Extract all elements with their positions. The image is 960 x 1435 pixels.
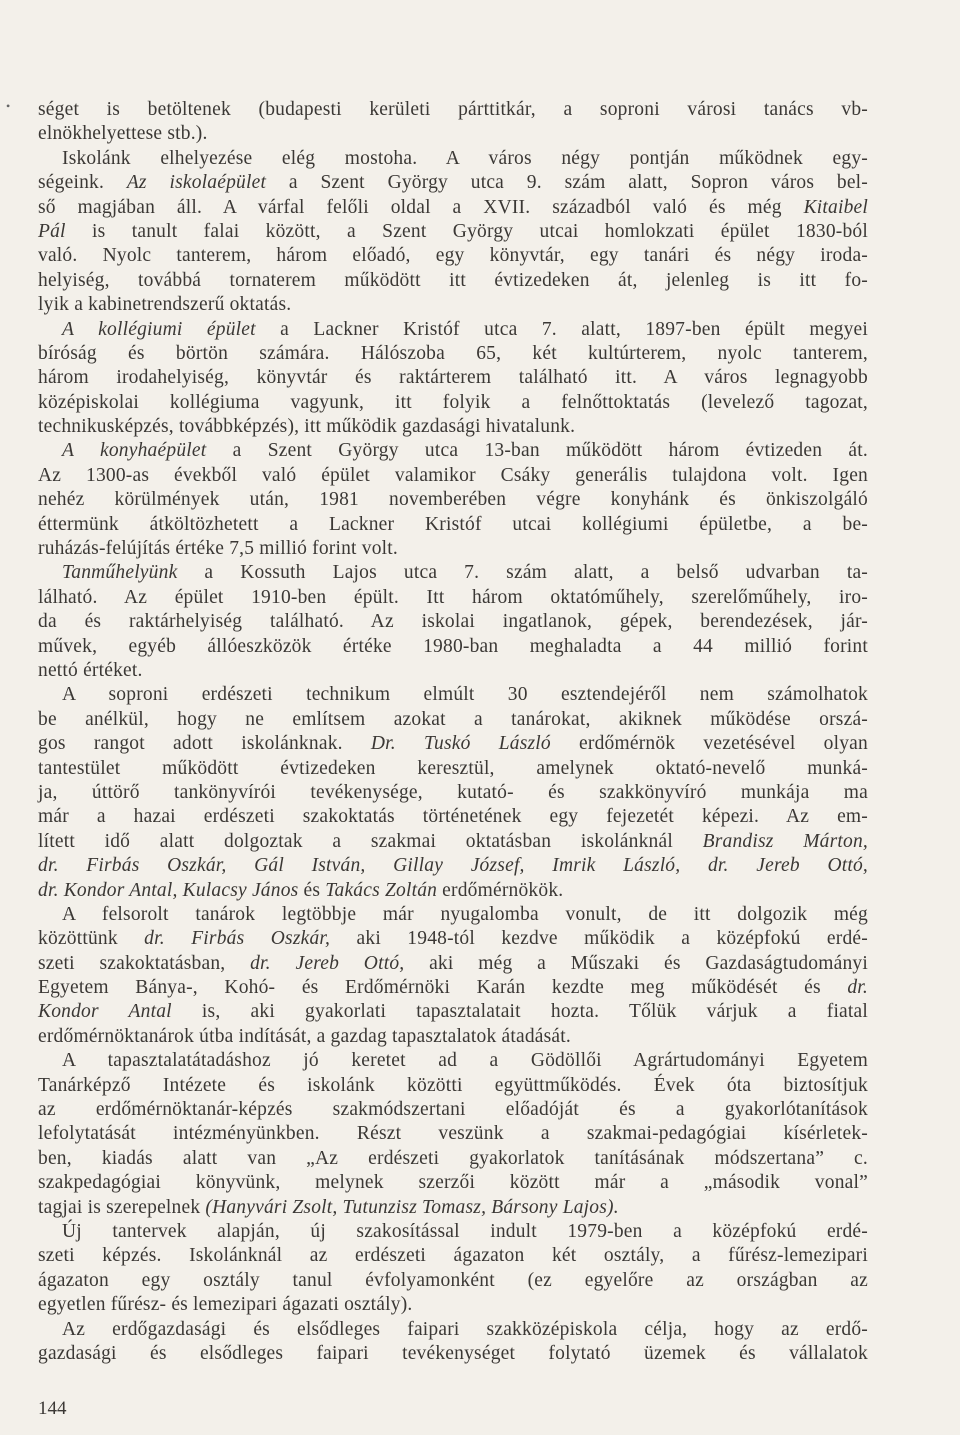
text-segment: már a hazai erdészeti szakoktatás történetének egy fejezetét képezi. Az em-: [38, 806, 868, 828]
text-line: [38, 732, 868, 756]
text-line: [38, 342, 868, 366]
text-line: [38, 586, 868, 610]
text-segment: tagjai is szerepelnek: [38, 1196, 206, 1218]
text-segment: is tanult falai között, a Szent György utcai homlokzati épület 1830-ból: [65, 220, 868, 242]
text-line: [38, 1293, 868, 1317]
text-segment: helyiség, továbbá tornaterem működött itt évtizedeken át, jelenleg is itt fo-: [38, 269, 868, 291]
text-segment: középiskolai kollégiuma vagyunk, itt folyik a felnőttoktatás (levelező tagozat,: [38, 391, 868, 413]
document-body: [38, 98, 868, 1366]
italic-text: A konyhaépület: [62, 440, 207, 462]
text-line: [38, 366, 868, 390]
text-line: [38, 513, 868, 537]
text-segment: gos rangot adott iskolánknak.: [38, 733, 371, 755]
text-line: [38, 659, 868, 683]
text-line: [38, 1196, 868, 1220]
italic-text: Pál: [38, 220, 66, 242]
text-line: [38, 439, 868, 463]
text-line: [38, 903, 868, 927]
text-segment: lálható. Az épület 1910-ben épült. Itt három oktatóműhely, szerelőműhely, iro-: [38, 586, 868, 608]
text-line: [38, 830, 868, 854]
text-line: [38, 879, 868, 903]
text-segment: nettó értéket.: [38, 659, 143, 681]
text-segment: egyetlen fűrész- és lemezipari ágazati osztály).: [38, 1294, 413, 1316]
text-segment: a Szent György utca 13-ban működött három évtizeden át.: [206, 440, 868, 462]
text-segment: gazdasági és elsődleges faipari tevékenységet folytató üzemek és vállalatok: [38, 1342, 868, 1364]
text-line: [38, 98, 868, 122]
text-segment: való. Nyolc tanterem, három előadó, egy könyvtár, egy tanári és négy iroda-: [38, 245, 868, 267]
text-line: [38, 220, 868, 244]
text-segment: lyik a kabinetrendszerű oktatás.: [38, 294, 292, 316]
text-segment: elnökhelyettese stb.).: [38, 123, 208, 145]
italic-text: (Hanyvári Zsolt, Tutunzisz Tomasz, Bársony Lajos).: [205, 1196, 619, 1218]
text-line: [38, 757, 868, 781]
text-line: [38, 1171, 868, 1195]
text-line: [38, 635, 868, 659]
text-line: [38, 1025, 868, 1049]
text-line: [38, 927, 868, 951]
text-line: [38, 683, 868, 707]
italic-text: A kollégiumi épület: [62, 318, 256, 340]
text-line: [38, 1098, 868, 1122]
text-segment: szeti szakoktatásban,: [38, 952, 251, 974]
italic-text: dr. Kondor Antal, Kulacsy János: [38, 879, 299, 901]
text-segment: három irodahelyiség, könyvtár és raktárterem található itt. A város legnagyobb: [38, 367, 868, 389]
text-segment: aki 1948-tól kezdve működik a középfokú erdé-: [330, 928, 868, 950]
text-line: [38, 415, 868, 439]
text-segment: a Kossuth Lajos utca 7. szám alatt, a belső udvarban ta-: [177, 562, 868, 584]
text-line: [38, 122, 868, 146]
text-line: [38, 196, 868, 220]
text-segment: ágazaton egy osztály tanul évfolyamonként (ez egyelőre az országban az: [38, 1269, 868, 1291]
text-segment: éttermünk átköltözhetett a Lackner Kristóf utcai kollégiumi épületbe, a be-: [38, 513, 868, 535]
text-line: [38, 854, 868, 878]
text-line: [38, 1244, 868, 1268]
text-segment: szakpedagógiai könyvünk, melynek szerzői között már a „második vonal”: [38, 1172, 868, 1194]
text-line: [38, 708, 868, 732]
text-segment: be anélkül, hogy ne említsem azokat a tanárokat, akiknek működése orszá-: [38, 708, 868, 730]
italic-text: dr. Firbás Oszkár,: [144, 928, 331, 950]
text-segment: erdőmérnöktanárok útba indítását, a gazdag tapasztalatok átadását.: [38, 1025, 571, 1047]
italic-text: Brandisz Márton,: [702, 830, 868, 852]
text-line: [38, 1147, 868, 1171]
text-line: [38, 781, 868, 805]
italic-text: dr.: [847, 977, 868, 999]
text-segment: ja, úttörő tankönyvírói tevékenysége, kutató- és szakkönyvíró munkája ma: [38, 781, 868, 803]
text-line: [38, 1049, 868, 1073]
text-segment: a Szent György utca 9. szám alatt, Sopron város bel-: [266, 172, 868, 194]
text-line: [38, 293, 868, 317]
text-segment: erdőmérnökök.: [437, 879, 564, 901]
text-segment: művek, egyéb állóeszközök értéke 1980-ban meghaladta a 44 millió forint: [38, 635, 868, 657]
italic-text: Kitaibel: [803, 196, 868, 218]
text-segment: A soproni erdészeti technikum elmúlt 30 esztendejéről nem számolhatok: [62, 684, 868, 706]
text-segment: lített idő alatt dolgoztak a szakmai oktatásban iskolánknál: [38, 830, 703, 852]
italic-text: dr. Firbás Oszkár, Gál István, Gillay József, Imrik László, dr. Jereb Ottó,: [38, 855, 868, 877]
text-segment: Iskolánk elhelyezése elég mostoha. A város négy pontján működnek egy-: [62, 147, 868, 169]
text-line: [38, 269, 868, 293]
text-line: [38, 1074, 868, 1098]
text-segment: séget is betöltenek (budapesti kerületi párttitkár, a soproni városi tanács vb-: [38, 99, 868, 120]
text-segment: erdőmérnök vezetésével olyan: [550, 733, 868, 755]
text-line: [38, 805, 868, 829]
page-number: 144: [38, 1398, 67, 1419]
text-line: [38, 244, 868, 268]
text-segment: lefolytatását intézményünkben. Részt veszünk a szakmai-pedagógiai kísérletek-: [38, 1123, 868, 1145]
text-segment: közöttünk: [38, 928, 145, 950]
italic-text: Kondor Antal: [38, 1001, 172, 1023]
text-line: [38, 1269, 868, 1293]
text-segment: az erdőmérnöktanár-képzés szakmódszertani előadóját és a gyakorlótanítások: [38, 1099, 868, 1121]
text-segment: ségeink.: [38, 172, 127, 194]
text-segment: ruházás-felújítás értéke 7,5 millió forint volt.: [38, 538, 398, 560]
italic-text: dr. Jereb Ottó,: [250, 952, 405, 974]
text-segment: da és raktárhelyiség található. Az iskolai ingatlanok, gépek, berendezések, jár-: [38, 611, 868, 633]
text-segment: A felsorolt tanárok legtöbbje már nyugalomba vonult, de itt dolgozik még: [62, 903, 868, 925]
text-segment: és: [298, 879, 326, 901]
text-segment: szeti képzés. Iskolánknál az erdészeti ágazaton két osztály, a fűrész-lemezipari: [38, 1245, 868, 1267]
text-segment: technikusképzés, továbbképzés), itt működik gazdasági hivatalunk.: [38, 416, 576, 438]
text-line: [38, 561, 868, 585]
text-line: [38, 318, 868, 342]
text-line: [38, 1000, 868, 1024]
text-segment: a Lackner Kristóf utca 7. alatt, 1897-ben épült megyei: [255, 318, 868, 340]
text-line: [38, 391, 868, 415]
text-line: [38, 1220, 868, 1244]
text-line: [38, 464, 868, 488]
text-line: [38, 1318, 868, 1342]
italic-text: Dr. Tuskó László: [370, 733, 551, 755]
italic-text: Az iskolaépület: [126, 172, 267, 194]
text-line: [38, 1122, 868, 1146]
text-segment: aki még a Műszaki és Gazdaságtudományi: [404, 952, 868, 974]
text-segment: nehéz körülmények után, 1981 novemberében végre konyhánk és önkiszolgáló: [38, 489, 868, 511]
text-line: [38, 488, 868, 512]
margin-mark: •: [6, 99, 11, 113]
text-line: [38, 171, 868, 195]
text-segment: Tanárképző Intézete és iskolánk közötti együttműködés. Évek óta biztosítjuk: [38, 1074, 868, 1096]
text-line: [38, 1342, 868, 1366]
text-line: [38, 537, 868, 561]
text-segment: tantestület működött évtizedeken keresztül, amelynek oktató-nevelő munká-: [38, 757, 868, 779]
text-segment: Az erdőgazdasági és elsődleges faipari szakközépiskola célja, hogy az erdő-: [62, 1318, 868, 1340]
italic-text: Tanműhelyünk: [62, 562, 178, 584]
text-segment: Egyetem Bánya-, Kohó- és Erdőmérnöki Karán kezdte meg működését és: [38, 977, 848, 999]
text-segment: Az 1300-as évekből való épület valamikor Csáky generális tulajdona volt. Igen: [38, 464, 868, 486]
text-line: [38, 147, 868, 171]
text-segment: ben, kiadás alatt van „Az erdészeti gyakorlatok tanításának módszertana” c.: [38, 1147, 868, 1169]
text-line: [38, 610, 868, 634]
text-line: [38, 976, 868, 1000]
text-segment: bíróság és börtön számára. Hálószoba 65, két kultúrterem, nyolc tanterem,: [38, 342, 868, 364]
italic-text: Takács Zoltán: [325, 879, 438, 901]
text-line: [38, 952, 868, 976]
text-segment: A tapasztalatátadáshoz jó keretet ad a Gödöllői Agrártudományi Egyetem: [62, 1050, 868, 1072]
text-segment: Új tantervek alapján, új szakosítással indult 1979-ben a középfokú erdé-: [62, 1220, 868, 1242]
text-segment: ső magjában áll. A várfal felőli oldal a XVII. századból való és még: [38, 196, 804, 218]
text-segment: is, aki gyakorlati tapasztalatait hozta. Tőlük várjuk a fiatal: [171, 1001, 869, 1023]
